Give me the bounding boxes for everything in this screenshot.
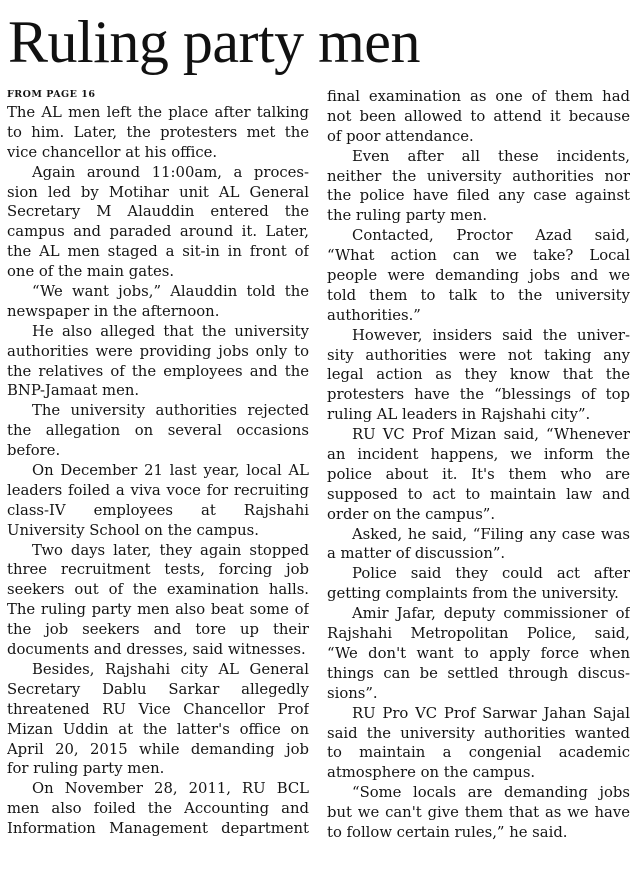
article-paragraph [327,704,630,784]
article-column-left [7,88,309,839]
text-line: authorities.” [327,306,421,324]
text-line: told them to talk to the university [327,286,630,304]
text-line: sity authorities were not taking any [327,346,630,364]
article-paragraph [7,282,309,322]
text-line: University School on the campus. [7,521,259,539]
text-line: to him. Later, the protesters met the [7,123,309,141]
text-line: getting complaints from the university. [327,585,619,603]
text-line: ruling AL leaders in Rajshahi city”. [327,406,591,424]
text-line: newspaper in the afternoon. [7,302,220,320]
text-line: “Some locals are demanding jobs [352,784,630,802]
text-line: order on the campus”. [327,505,496,523]
text-line: the relatives of the employees and the [7,362,309,380]
text-line: supposed to act to maintain law and [327,485,630,503]
article-paragraph [7,779,309,839]
article-paragraph [327,564,630,604]
article-paragraph [327,87,630,147]
text-line: but we can't give them that as we have [327,804,630,822]
text-line: the police have filed any case against [327,187,630,205]
article-paragraph [327,226,630,325]
text-line: things can be settled through discus- [327,664,630,682]
article-column-right [327,87,630,843]
text-line: the ruling party men. [327,207,488,225]
text-line: of poor attendance. [327,127,474,145]
text-line: seekers out of the examination halls. [7,581,309,599]
text-line: However, insiders said the univer- [352,326,630,344]
text-line: three recruitment tests, forcing job [7,561,309,579]
text-line: class-IV employees at Rajshahi [7,501,309,519]
text-line: legal action as they know that the [327,366,630,384]
text-line: The university authorities rejected [32,402,309,420]
article-paragraph [327,604,630,703]
article-paragraph [7,541,309,660]
text-line: said the university authorities wanted [327,724,630,742]
text-line: Contacted, Proctor Azad said, [352,227,630,245]
text-line: Police said they could act after [352,565,630,583]
right-column-body [327,87,630,843]
text-line: police about it. It's them who are [327,465,630,483]
text-line: The ruling party men also beat some of [7,601,309,619]
text-line: Two days later, they again stopped [32,541,309,559]
article-paragraph [7,401,309,461]
text-line: for ruling party men. [7,760,165,778]
article-paragraph [7,322,309,402]
text-line: atmosphere on the campus. [327,764,536,782]
text-line: to maintain a congenial academic [327,744,630,762]
text-line: “We don't want to apply force when [327,644,630,662]
text-line: Secretary M Alauddin entered the [7,203,309,221]
text-line: RU Pro VC Prof Sarwar Jahan Sajal [352,704,630,722]
text-line: Mizan Uddin at the latter's office on [7,720,309,738]
article-paragraph [7,103,309,163]
text-line: sion led by Motihar unit AL General [7,183,309,201]
text-line: the job seekers and tore up their [7,621,309,639]
text-line: not been allowed to attend it because [327,107,630,125]
text-line: The AL men left the place after talking [7,104,309,121]
article-paragraph [327,425,630,524]
text-line: April 20, 2015 while demanding job [7,740,309,758]
text-line: neither the university authorities nor [327,167,630,185]
article-paragraph [327,326,630,425]
text-line: On December 21 last year, local AL [32,462,309,480]
article-paragraph [7,660,309,779]
text-line: authorities were providing jobs only to [7,342,309,360]
text-line: the allegation on several occasions [7,422,309,440]
text-line: Again around 11:00am, a proces- [32,163,309,181]
text-line: an incident happens, we inform the [327,446,630,464]
text-line: one of the main gates. [7,263,175,281]
text-line: campus and paraded around it. Later, [7,223,309,241]
article-paragraph [327,525,630,565]
text-line: On November 28, 2011, RU BCL [32,780,309,798]
text-line: BNP-Jamaat men. [7,382,140,400]
text-line: Asked, he said, “Filing any case was [352,525,630,543]
text-line: the AL men staged a sit-in in front of [7,243,309,261]
text-line: Secretary Dablu Sarkar allegedly [7,680,309,698]
text-line: before. [7,442,61,460]
text-line: threatened RU Vice Chancellor Prof [7,700,309,718]
text-line: Rajshahi Metropolitan Police, said, [327,625,630,643]
article-paragraph [7,461,309,541]
article-paragraph [327,783,630,843]
headline: Ruling party men [8,9,420,75]
text-line: people were demanding jobs and we [327,267,630,285]
text-line: “What action can we take? Local [327,247,630,265]
text-line: protesters have the “blessings of top [327,386,630,404]
text-line: Information Management department [7,820,309,838]
text-line: documents and dresses, said witnesses. [7,641,306,659]
text-line: leaders foiled a viva voce for recruiting [7,481,309,499]
left-column-body [7,103,309,839]
text-line: Besides, Rajshahi city AL General [32,660,309,678]
text-line: sions”. [327,684,378,702]
text-line: RU VC Prof Mizan said, “Whenever [352,426,630,444]
article-paragraph [327,147,630,227]
text-line: He also alleged that the university [32,322,309,340]
text-line: Even after all these incidents, [352,147,630,165]
text-line: to follow certain rules,” he said. [327,823,568,841]
text-line: men also foiled the Accounting and [7,800,309,818]
text-line: “We want jobs,” Alauddin told the [32,283,309,301]
continuation-kicker: FROM PAGE 16 [7,89,96,100]
text-line: Amir Jafar, deputy commissioner of [352,605,630,623]
article-paragraph [7,163,309,282]
text-line: vice chancellor at his office. [7,143,218,161]
text-line: a matter of discussion”. [327,545,506,563]
text-line: final examination as one of them had [327,88,630,105]
